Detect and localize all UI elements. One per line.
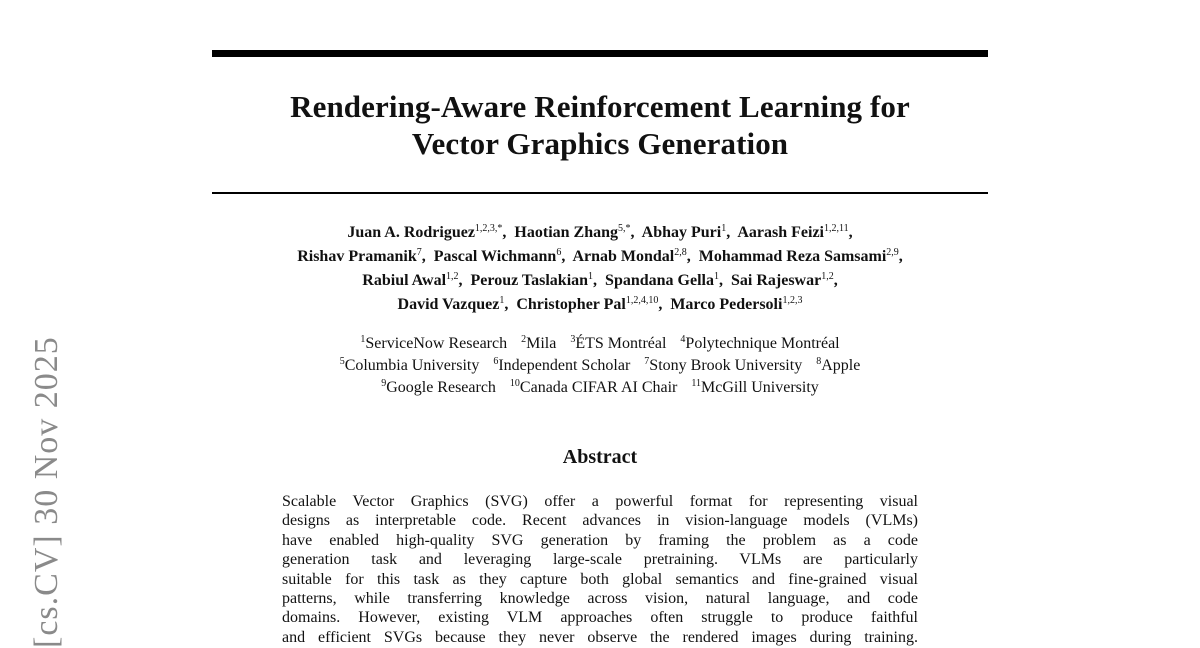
author-affiliation-marker: 5,* [618, 223, 631, 234]
author-name-text: Mohammad Reza Samsami [698, 248, 887, 265]
author-name-text: Pascal Wichmann [433, 248, 557, 265]
author-affiliation-marker: 1 [721, 223, 727, 234]
author-name-text: Haotian Zhang [514, 224, 619, 241]
affiliation-name: Mila [526, 335, 557, 352]
affiliation-name: Google Research [386, 379, 496, 396]
arxiv-stamp: [cs.CV] 30 Nov 2025 [28, 336, 65, 648]
author-affiliation-marker: 2,8 [674, 247, 687, 258]
affiliation-marker: 11 [691, 378, 702, 389]
title-line: Rendering-Aware Reinforcement Learning for [290, 89, 910, 124]
abstract-line: patterns, while transferring knowledge across vision, natural language, and code [282, 590, 918, 608]
author-name [642, 224, 727, 241]
title-rule [212, 192, 988, 194]
author-affiliation-marker: 1 [499, 295, 505, 306]
affiliation-marker: 7 [644, 356, 650, 367]
paper-title [212, 88, 988, 162]
author-name-text: Juan A. Rodriguez [347, 224, 475, 241]
affiliation [644, 357, 802, 374]
author-affiliation-marker: 1,2,4,10 [625, 295, 659, 306]
affiliation-list [212, 333, 988, 399]
abstract-line: and efficient SVGs because they never observe the rendered images during training. [282, 628, 918, 646]
title-line: Vector Graphics Generation [411, 126, 789, 161]
affiliation [340, 357, 480, 374]
author-name [516, 296, 658, 313]
author-name-text: Rabiul Awal [362, 272, 447, 289]
affiliation [691, 379, 818, 396]
abstract-line: domains. However, existing VLM approaches often struggle to produce faithful [282, 609, 918, 627]
affiliation-name: Independent Scholar [498, 357, 631, 374]
abstract-line: generation task and leveraging large-scale pretraining. VLMs are particularly [282, 551, 918, 569]
author-name-text: Rishav Pramanik [297, 248, 417, 265]
abstract-heading: Abstract [562, 446, 638, 468]
affiliation-name: McGill University [701, 379, 819, 396]
author-name-text: Perouz Taslakian [470, 272, 589, 289]
affiliation-line [212, 333, 988, 355]
affiliation-marker: 10 [509, 378, 520, 389]
author-name [398, 296, 505, 313]
author-name [347, 224, 502, 241]
author-line: Rishav Pramanik$^7$, Pascal Wichmann$^6$, Arnab Mondal$^{2,8}$, Mohammad Reza Samsami$^{2,9}$, [297, 247, 903, 265]
author-affiliation-marker: 1,2,11 [824, 223, 849, 234]
affiliation [521, 335, 556, 352]
affiliation [493, 357, 630, 374]
affiliation-line [212, 377, 988, 399]
author-affiliation-marker: 1 [713, 271, 719, 282]
affiliation [360, 335, 507, 352]
author-line: Rabiul Awal$^{1,2}$, Perouz Taslakian$^1$, Spandana Gella$^1$, Sai Rajeswar$^{1,2}$, [362, 271, 838, 289]
affiliation-marker: 8 [816, 356, 822, 367]
author-name [572, 248, 686, 265]
author-name [471, 272, 594, 289]
author-name [605, 272, 719, 289]
abstract-line: have enabled high-quality SVG generation by framing the problem as a code [282, 531, 918, 549]
author-name [434, 248, 562, 265]
affiliation-name: ÉTS Montréal [575, 335, 667, 352]
affiliation-name: Canada CIFAR AI Chair [519, 379, 678, 396]
affiliation-line [212, 355, 988, 377]
affiliation-name: Stony Brook University [649, 357, 803, 374]
abstract-body [282, 492, 918, 647]
author-name-text: Abhay Puri [641, 224, 722, 241]
author-name [737, 224, 848, 241]
affiliation [381, 379, 496, 396]
author-affiliation-marker: 1,2,3 [782, 295, 803, 306]
author-affiliation-marker: 1,2,3,* [474, 223, 503, 234]
author-affiliation-marker: 1 [588, 271, 594, 282]
author-line: Juan A. Rodriguez$^{1,2,3,*}$, Haotian Zhang$^{5,*}$, Abhay Puri$^1$, Aarash Feizi$^{1,2,11}$, [347, 223, 853, 241]
author-affiliation-marker: 1,2 [821, 271, 834, 282]
author-affiliation-marker: 2,9 [886, 247, 899, 258]
author-name-text: Marco Pedersoli [670, 296, 783, 313]
affiliation-name: ServiceNow Research [365, 335, 508, 352]
author-name [699, 248, 899, 265]
affiliation-marker: 3 [570, 334, 576, 345]
abstract-line: designs as interpretable code. Recent advances in vision-language models (VLMs) [282, 512, 918, 530]
affiliation [510, 379, 677, 396]
abstract-line: suitable for this task as they capture both global semantics and fine-grained visual [282, 570, 918, 588]
author-name [297, 248, 422, 265]
affiliation [680, 335, 839, 352]
author-name [514, 224, 630, 241]
author-name-text: Spandana Gella [605, 272, 714, 289]
affiliation-marker: 1 [360, 334, 366, 345]
affiliation-name: Polytechnique Montréal [685, 335, 840, 352]
affiliation-name: Columbia University [344, 357, 480, 374]
author-name-text: Christopher Pal [516, 296, 626, 313]
author-affiliation-marker: 7 [416, 247, 422, 258]
affiliation [816, 357, 860, 374]
top-rule [212, 50, 988, 57]
author-name-text: Aarash Feizi [737, 224, 824, 241]
affiliation [570, 335, 666, 352]
affiliation-marker: 2 [521, 334, 527, 345]
affiliation-marker: 4 [680, 334, 686, 345]
affiliation-marker: 6 [493, 356, 499, 367]
abstract-line: Scalable Vector Graphics (SVG) offer a powerful format for representing visual [282, 493, 918, 510]
author-name-text: Sai Rajeswar [730, 272, 822, 289]
author-name [731, 272, 834, 289]
affiliation-marker: 9 [381, 378, 387, 389]
affiliation-marker: 5 [339, 356, 345, 367]
author-name [362, 272, 458, 289]
author-list [212, 221, 988, 317]
author-line: David Vazquez$^1$, Christopher Pal$^{1,2,4,10}$, Marco Pedersoli$^{1,2,3}$ [397, 295, 803, 313]
author-name-text: Arnab Mondal [572, 248, 675, 265]
author-affiliation-marker: 6 [556, 247, 562, 258]
author-name-text: David Vazquez [397, 296, 500, 313]
author-name [670, 296, 802, 313]
affiliation-name: Apple [821, 357, 861, 374]
author-affiliation-marker: 1,2 [446, 271, 459, 282]
